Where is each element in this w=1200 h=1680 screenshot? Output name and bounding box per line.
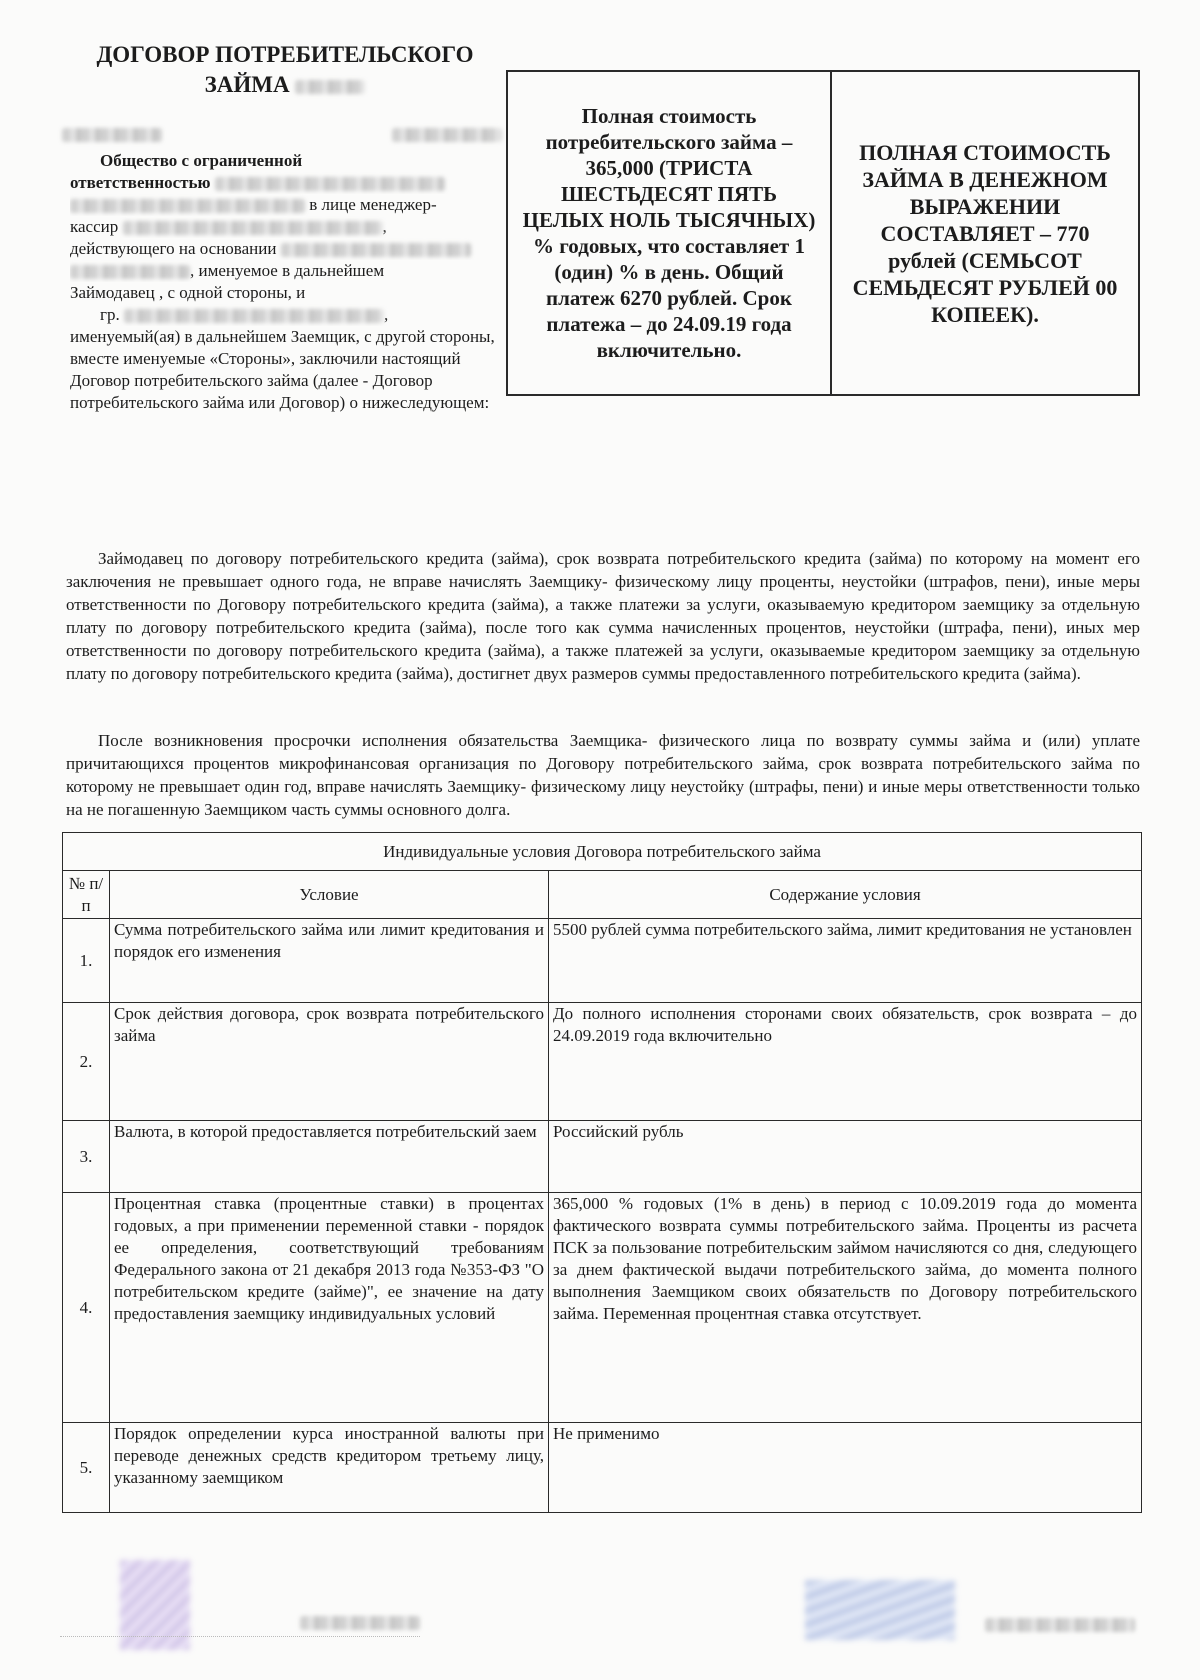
redacted-cashier-name (123, 221, 383, 235)
lender-line: Займодавец , с одной стороны, и (70, 283, 306, 302)
col-header-num: № п/п (63, 871, 110, 919)
redacted-borrower-signature (805, 1580, 955, 1640)
full-cost-rate-text: Полная стоимость потребительского займа – 365,000 (ТРИСТА ШЕСТЬДЕСЯТ ПЯТЬ ЦЕЛЫХ НОЛЬ ТЫСЯЧНЫХ) % годовых, что составляет 1 (один) % в день. Общий платеж 6270 рублей. Срок платежа – до 24.09.19 года включительно. (522, 104, 816, 362)
signature-scribble (805, 1580, 955, 1640)
redacted-city (62, 128, 162, 142)
redacted-basis (281, 243, 471, 257)
table-row (63, 1193, 1142, 1423)
full-cost-amount-text: ПОЛНАЯ СТОИМОСТЬ ЗАЙМА В ДЕНЕЖНОМ ВЫРАЖЕНИИ СОСТАВЛЯЕТ – 770 рублей (СЕМЬСОТ СЕМЬДЕСЯТ РУБЛЕЙ 00 КОПЕЕК). (852, 139, 1118, 327)
redacted-org-name-2 (70, 199, 305, 213)
title-line-1: ДОГОВОР ПОТРЕБИТЕЛЬСКОГО (96, 42, 474, 67)
full-cost-amount-box (832, 72, 1138, 394)
lender-signature-line (60, 1622, 420, 1637)
title-line-2: ЗАЙМА (60, 70, 510, 100)
redacted-lender-signer-name (300, 1616, 420, 1630)
table-row (63, 1121, 1142, 1193)
row-content: 5500 рублей сумма потребительского займа, лимит кредитования не установлен (549, 919, 1142, 1003)
acting-line: действующего на основании (70, 238, 496, 260)
row-num: 2. (63, 1003, 110, 1121)
redacted-contract-number (295, 80, 365, 94)
rep-line: в лице менеджер- (70, 194, 496, 216)
row-num: 3. (63, 1121, 110, 1193)
row-condition: Срок действия договора, срок возврата потребительского займа (110, 1003, 549, 1121)
row-content: Не применимо (549, 1423, 1142, 1513)
redacted-basis-2 (70, 265, 190, 279)
cost-boxes (506, 70, 1140, 396)
row-condition: Валюта, в которой предоставляется потребительский заем (110, 1121, 549, 1193)
paragraph-2: После возникновения просрочки исполнения обязательства Заемщика- физического лица по возврату суммы займа и (или) уплате причитающихся процентов микрофинансовая организация по Договору потребительского займа, срок возврата потребительского займа по которому не превышает один год, вправе начислять Заемщику- физическому лицу неустойку (штрафы, пени) и иные меры ответственности только на не погашенную Заемщиком часть суммы основного долга. (66, 731, 1140, 819)
redacted-org-name (215, 177, 445, 191)
parties-block (70, 150, 496, 414)
row-condition: Процентная ставка (процентные ставки) в процентах годовых, а при применении переменной ставки - порядок ее определения, соответствующий требованиям Федерального закона от 21 декабря 2013 года №353-ФЗ "О потребительском кредите (займе)", ее значение на дату предоставления заемщику индивидуальных условий (110, 1193, 549, 1423)
full-cost-rate-box (508, 72, 832, 394)
city-date-row (62, 126, 502, 144)
org-line-2: ответственностью (70, 172, 496, 194)
row-num: 4. (63, 1193, 110, 1423)
table-row (63, 1003, 1142, 1121)
row-num: 5. (63, 1423, 110, 1513)
redacted-date (392, 128, 502, 142)
redacted-borrower-signer-name (985, 1618, 1135, 1632)
document-title (60, 40, 510, 100)
row-condition: Сумма потребительского займа или лимит кредитования и порядок его изменения (110, 919, 549, 1003)
org-line-1: Общество с ограниченной (100, 151, 303, 170)
redacted-borrower-name (124, 309, 384, 323)
table-header-row (63, 871, 1142, 919)
row-content: Российский рубль (549, 1121, 1142, 1193)
table-caption-row (63, 833, 1142, 871)
row-condition: Порядок определении курса иностранной валюты при переводе денежных средств кредитором третьему лицу, указанному заемщиком (110, 1423, 549, 1513)
paragraph-1: Займодавец по договору потребительского кредита (займа), срок возврата потребительского кредита (займа) по которому на момент его заключения не превышает одного года, не вправе начислять Заемщику- физическому лицу проценты, неустойки (штрафов, пени), иные меры ответственности по Договору потребительского кредита (займа), а также платежи за услуги, оказываемую кредитором заемщику за отдельную плату по договору потребительского кредита (займа), после того как сумма начисленных процентов, неустойки (штрафа, пени), иных мер ответственности по договору потребительского кредита (займа), а также платежей за услуги, оказываемые кредитором заемщику за отдельную плату по договору потребительского кредита (займа), достигнет двух размеров суммы предоставленного потребительского кредита (займа). (66, 549, 1140, 683)
conditions-table (62, 832, 1142, 1513)
cashier-line: кассир , (70, 217, 387, 236)
hereinafter-line: , именуемое в дальнейшем (70, 260, 496, 282)
col-header-content: Содержание условия (549, 871, 1142, 919)
table-row (63, 919, 1142, 1003)
col-header-condition: Условие (110, 871, 549, 919)
row-content: 365,000 % годовых (1% в день) в период с 10.09.2019 года до момента фактического возврата суммы потребительского займа. Проценты из расчета ПСК за пользование потребительским займом начисляются со дня, следующего за днем фактической выдачи потребительского займа, до момента полного выполнения Заемщиком своих обязательств по Договору потребительского займа. Переменная процентная ставка отсутствует. (549, 1193, 1142, 1423)
row-num: 1. (63, 919, 110, 1003)
citizen-line: гр. , (100, 305, 389, 324)
row-content: До полного исполнения сторонами своих обязательств, срок возврата – до 24.09.2019 года включительно (549, 1003, 1142, 1121)
table-row (63, 1423, 1142, 1513)
borrower-text: именуемый(ая) в дальнейшем Заемщик, с другой стороны, вместе именуемые «Стороны», заключили настоящий Договор потребительского займа (далее - Договор потребительского займа или Договор) о нижеследующем: (70, 327, 495, 412)
table-caption: Индивидуальные условия Договора потребительского займа (63, 833, 1142, 871)
